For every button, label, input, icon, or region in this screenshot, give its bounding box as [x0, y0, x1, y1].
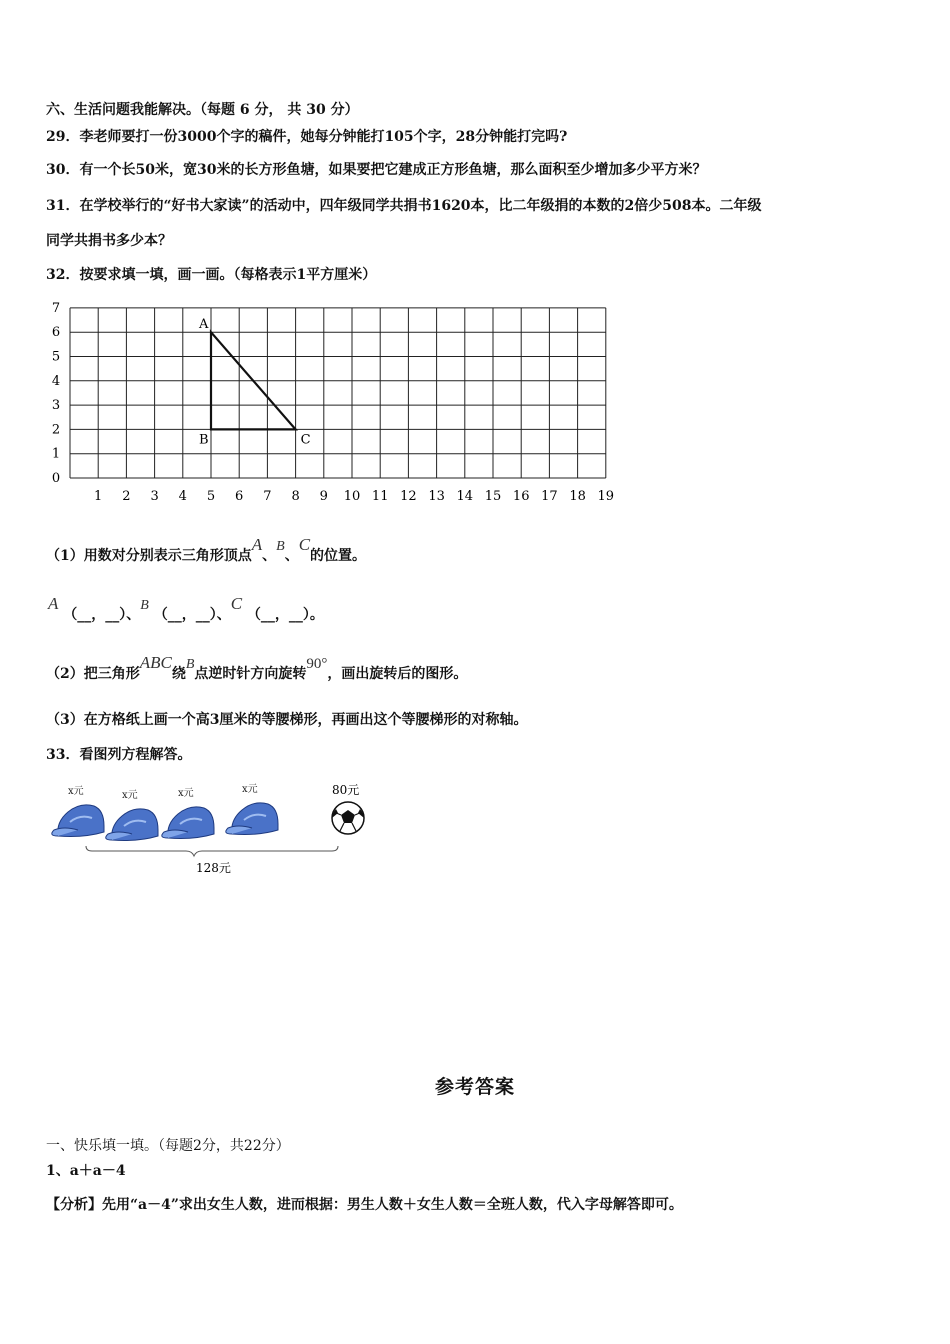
y-tick-label: 4 — [51, 373, 61, 389]
question-32: 32．按要求填一填，画一画。（每格表示1平方厘米） — [46, 267, 377, 283]
cap-2 — [106, 789, 158, 841]
blank-a: （__，__）、 — [63, 607, 141, 623]
x-tick-label: 18 — [569, 489, 586, 504]
x-tick-label: 8 — [291, 489, 300, 504]
x-tick-label: 9 — [319, 489, 328, 504]
answer-1-analysis: 【分析】先用“a－4”求出女生人数，进而根据：男生人数＋女生人数＝全班人数，代入字母解答即可。 — [46, 1197, 683, 1213]
x-tick-label: 6 — [235, 489, 244, 504]
question-33: 33．看图列方程解答。 — [46, 747, 192, 763]
var-abc: ABC — [139, 653, 172, 672]
blank-var-a: A — [48, 594, 59, 613]
var-b: B — [276, 539, 285, 554]
question-30: 30．有一个长50米，宽30米的长方形鱼塘，如果要把它建成正方形鱼塘，那么面积至少增加多少平方米？ — [46, 162, 707, 178]
sub1-sep2: 、 — [284, 548, 299, 564]
x-tick-label: 16 — [512, 489, 530, 504]
total-label: 128元 — [196, 861, 231, 875]
sub2-prefix: （2）把三角形 — [46, 666, 140, 682]
x-tick-label: 5 — [206, 489, 216, 504]
x-tick-label: 13 — [428, 489, 445, 504]
y-tick-label: 5 — [51, 349, 61, 365]
cap-2-label: x元 — [122, 790, 138, 801]
vertex-a-label: A — [199, 317, 209, 333]
var-c: C — [298, 535, 311, 554]
question-32-sub1 — [46, 535, 367, 567]
x-tick-label: 3 — [150, 489, 159, 504]
angle-90: 90° — [306, 656, 328, 672]
blank-b: （__，__）、 — [153, 607, 231, 623]
x-tick-label: 10 — [343, 489, 361, 504]
cap-3-label: x元 — [178, 788, 194, 799]
cap-1 — [52, 785, 104, 837]
sub1-suffix: 的位置。 — [310, 548, 367, 564]
coordinate-grid-figure — [40, 296, 630, 510]
sub2-mid: 绕 — [171, 666, 186, 682]
x-tick-label: 19 — [597, 489, 615, 504]
question-32-sub2 — [46, 653, 468, 685]
blank-var-c: C — [230, 594, 243, 613]
cap-4 — [226, 783, 278, 835]
question-29: 29．李老师要打一份3000个字的稿件，她每分钟能打105个字，28分钟能打完吗? — [46, 129, 568, 145]
total-brace — [86, 846, 338, 856]
sub2-suffix: ，画出旋转后的图形。 — [327, 666, 468, 682]
y-tick-label: 7 — [51, 300, 61, 316]
y-tick-label: 2 — [51, 422, 61, 438]
question-32-blanks — [48, 594, 324, 626]
y-tick-label: 3 — [51, 398, 61, 414]
vertex-c-label: C — [300, 432, 311, 448]
x-tick-label: 12 — [400, 489, 417, 504]
question-32-sub3: （3）在方格纸上画一个高3厘米的等腰梯形，再画出这个等腰梯形的对称轴。 — [46, 712, 528, 728]
answers-section1: 一、快乐填一填。（每题2分，共22分） — [46, 1138, 290, 1154]
answer-1: 1、a＋a－4 — [46, 1163, 126, 1179]
cap-4-label: x元 — [242, 784, 258, 795]
sub2-mid2: 点逆时针方向旋转 — [194, 666, 307, 682]
ball-label: 80元 — [332, 783, 360, 797]
question-31-line1: 31．在学校举行的“好书大家读”的活动中，四年级同学共捐书1620本，比二年级捐的本数的2倍少508本。二年级 — [46, 198, 762, 214]
answers-title: 参考答案 — [434, 1076, 515, 1098]
x-tick-label: 7 — [263, 489, 272, 504]
y-tick-label: 1 — [51, 446, 61, 462]
sub1-prefix: （1）用数对分别表示三角形顶点 — [46, 548, 252, 564]
x-tick-label: 4 — [178, 489, 187, 504]
blank-var-b: B — [140, 598, 149, 613]
y-tick-label: 6 — [51, 325, 61, 341]
var-a: A — [251, 535, 263, 554]
y-tick-label: 0 — [51, 471, 61, 486]
x-tick-label: 15 — [484, 489, 502, 504]
cap-3 — [162, 787, 214, 839]
x-tick-label: 2 — [122, 489, 131, 504]
soccer-ball — [332, 783, 364, 834]
question-31-line2: 同学共捐书多少本？ — [46, 233, 172, 249]
vertex-b-label: B — [199, 432, 209, 448]
cap-1-label: x元 — [68, 786, 84, 797]
var-b-rotate: B — [185, 657, 195, 672]
x-tick-label: 17 — [541, 489, 558, 504]
caps-ball-figure — [46, 776, 386, 880]
blank-c: （__，__）。 — [246, 607, 324, 623]
x-tick-label: 14 — [456, 489, 474, 504]
x-tick-label: 11 — [371, 489, 389, 504]
sub1-sep1: 、 — [262, 548, 277, 564]
x-tick-label: 1 — [94, 489, 103, 504]
section6-heading: 六、生活问题我能解决。（每题 6 分， 共 30 分） — [46, 102, 359, 118]
